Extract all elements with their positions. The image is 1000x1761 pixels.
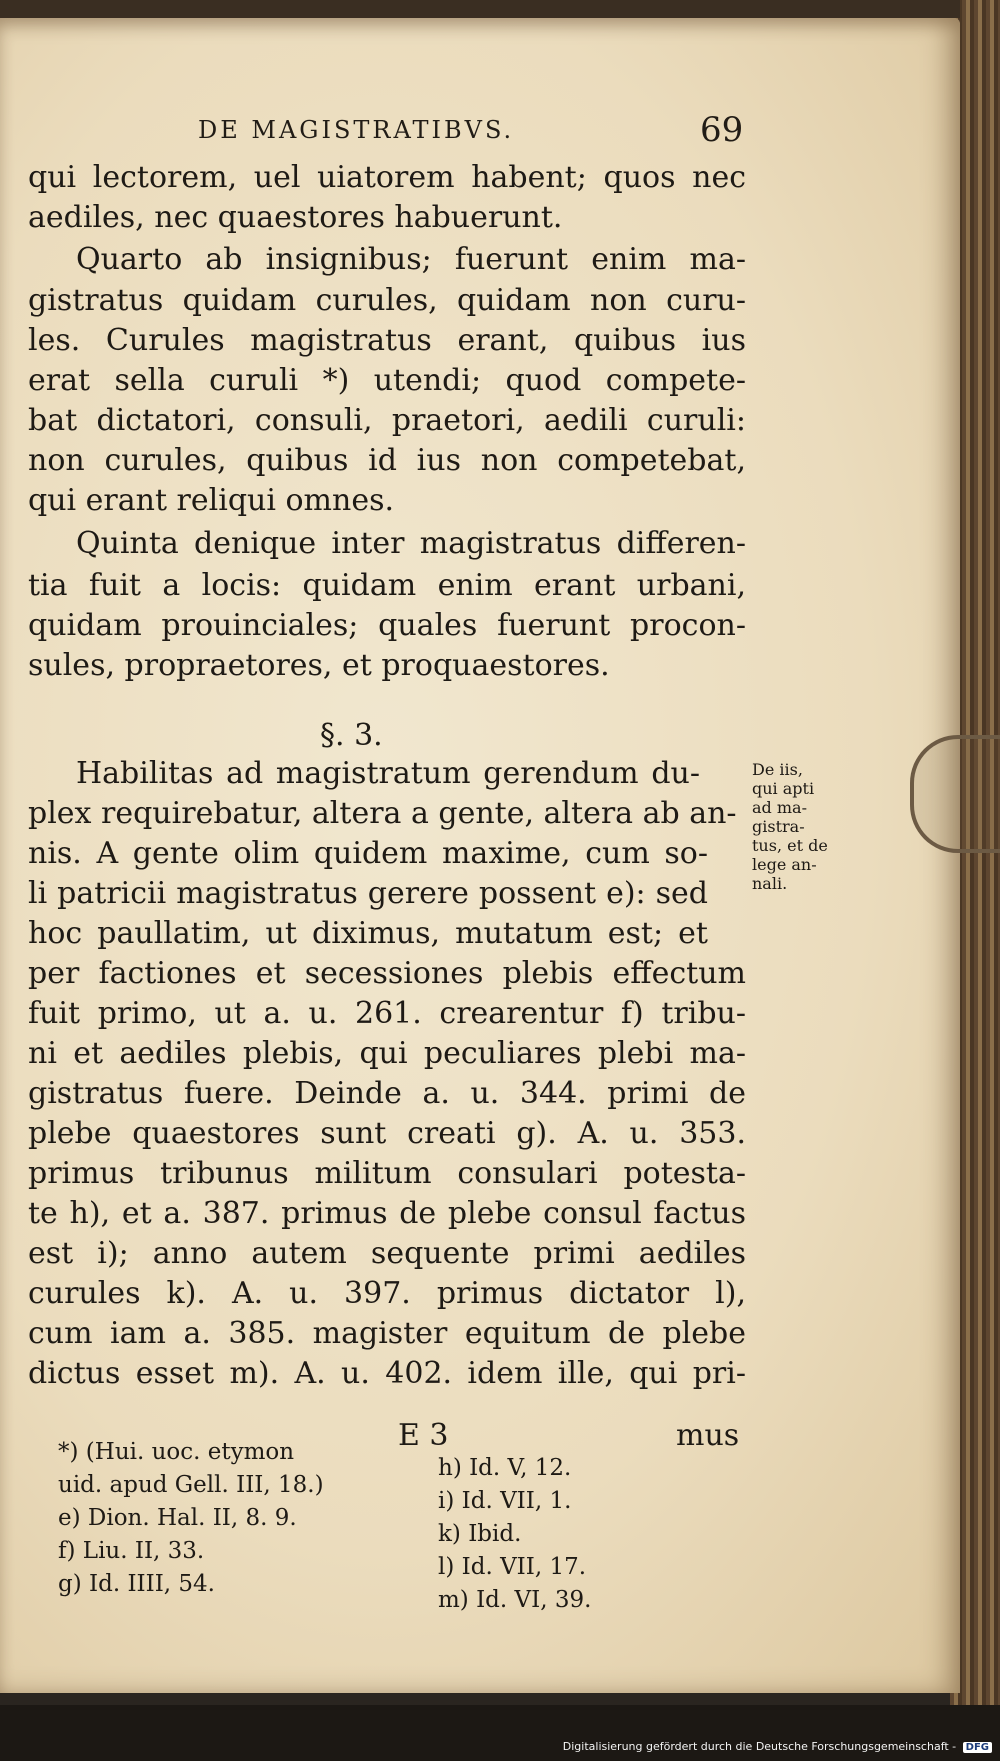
dfg-logo: DFG <box>963 1742 992 1753</box>
page-number: 69 <box>700 110 744 150</box>
running-header: DE MAGISTRATIBVS. <box>198 116 515 144</box>
signature-mark: E 3 <box>398 1418 449 1453</box>
book-page <box>0 18 960 1693</box>
top-band <box>0 0 960 18</box>
body-line: te h), et a. 387. primus de plebe consul factus <box>28 1196 746 1231</box>
marginal-note-line: nali. <box>752 874 788 893</box>
footnote: k) Ibid. <box>438 1521 522 1547</box>
footnote: e) Dion. Hal. II, 8. 9. <box>58 1505 297 1531</box>
body-line: plex requirebatur, altera a gente, altera ab an- <box>28 796 737 831</box>
body-line: hoc paullatim, ut diximus, mutatum est; et <box>28 916 708 951</box>
footnote: f) Liu. II, 33. <box>58 1538 205 1564</box>
body-line: qui erant reliqui omnes. <box>28 483 395 518</box>
body-line: curules k). A. u. 397. primus dictator l), <box>28 1276 746 1311</box>
body-line: nis. A gente olim quidem maxime, cum so- <box>28 836 708 871</box>
catchword: mus <box>676 1418 740 1453</box>
body-line: per factiones et secessiones plebis effectum <box>28 956 746 991</box>
body-line: erat sella curuli *) utendi; quod compete- <box>28 363 746 398</box>
marginal-note-line: tus, et de <box>752 836 828 855</box>
body-line: les. Curules magistratus erant, quibus ius <box>28 323 746 358</box>
footnotes-left <box>58 1436 324 1601</box>
body-line: est i); anno autem sequente primi aediles <box>28 1236 746 1271</box>
body-line: plebe quaestores sunt creati g). A. u. 353. <box>28 1116 746 1151</box>
marginal-note-line: lege an- <box>752 855 817 874</box>
body-line: Quarto ab insignibus; fuerunt enim ma- <box>76 242 746 277</box>
body-line: gistratus quidam curules, quidam non curu- <box>28 283 746 318</box>
marginal-note <box>752 760 848 893</box>
body-line: tia fuit a locis: quidam enim erant urbani, <box>28 568 746 603</box>
marginal-note-line: De iis, <box>752 760 803 779</box>
body-line: cum iam a. 385. magister equitum de plebe <box>28 1316 746 1351</box>
body-line: li patricii magistratus gerere possent e): sed <box>28 876 708 911</box>
credit-text: Digitalisierung gefördert durch die Deutsche Forschungsgemeinschaft - <box>562 1740 957 1753</box>
body-line: ni et aediles plebis, qui peculiares plebi ma- <box>28 1036 746 1071</box>
body-line: aediles, nec quaestores habuerunt. <box>28 200 563 235</box>
body-line: fuit primo, ut a. u. 261. crearentur f) tribu- <box>28 996 746 1031</box>
footnote: g) Id. IIII, 54. <box>58 1571 215 1597</box>
marginal-note-line: ad ma- <box>752 798 807 817</box>
footnote: uid. apud Gell. III, 18.) <box>58 1472 324 1498</box>
body-line: primus tribunus militum consulari potesta- <box>28 1156 746 1191</box>
body-line: dictus esset m). A. u. 402. idem ille, qui pri- <box>28 1356 746 1391</box>
marginal-note-line: qui apti <box>752 779 815 798</box>
footnote: m) Id. VI, 39. <box>438 1587 592 1613</box>
footnote: *) (Hui. uoc. etymon <box>58 1439 295 1465</box>
body-line: gistratus fuere. Deinde a. u. 344. primi de <box>28 1076 746 1111</box>
body-line: bat dictatori, consuli, praetori, aedili curuli: <box>28 403 746 438</box>
digitization-credit <box>563 1740 992 1753</box>
footnotes-right <box>438 1452 591 1617</box>
footnote: h) Id. V, 12. <box>438 1455 572 1481</box>
body-line: sules, propraetores, et proquaestores. <box>28 648 610 683</box>
body-line: quidam prouinciales; quales fuerunt procon- <box>28 608 746 643</box>
bookmark-ribbon <box>910 735 1000 853</box>
body-line: Habilitas ad magistratum gerendum du- <box>76 756 700 791</box>
marginal-note-line: gistra- <box>752 817 805 836</box>
section-mark: §. 3. <box>320 718 383 753</box>
body-line: qui lectorem, uel uiatorem habent; quos nec <box>28 160 746 195</box>
body-line: non curules, quibus id ius non competebat, <box>28 443 746 478</box>
body-line: Quinta denique inter magistratus differen- <box>76 526 746 561</box>
footnote: l) Id. VII, 17. <box>438 1554 587 1580</box>
footnote: i) Id. VII, 1. <box>438 1488 572 1514</box>
